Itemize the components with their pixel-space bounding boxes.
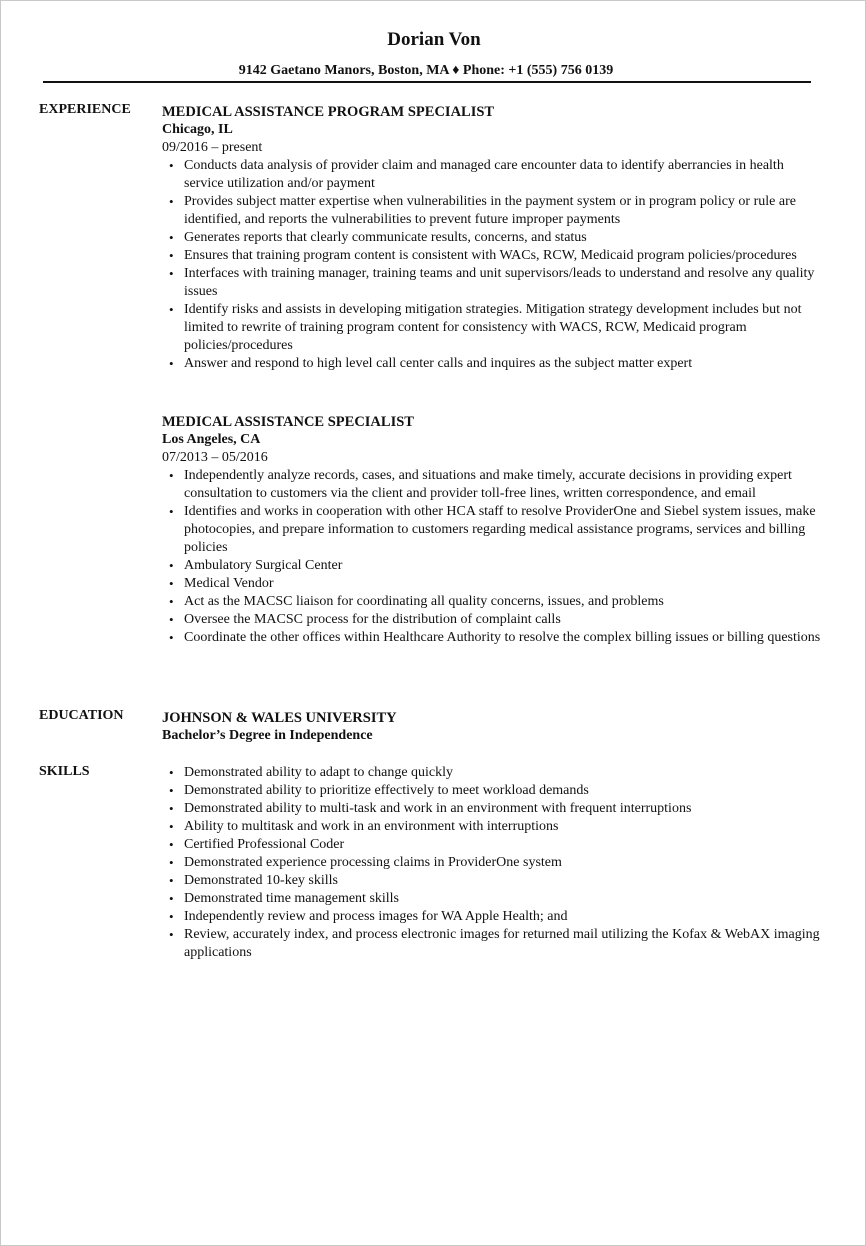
list-item: • Ensures that training program content is consistent with WACs, RCW, Medicaid program policies/procedures [162, 247, 822, 265]
list-item: • Demonstrated time management skills [162, 890, 822, 908]
candidate-name: Dorian Von [387, 29, 481, 50]
job-bullet-list [162, 157, 822, 373]
list-item: • Identifies and works in cooperation with other HCA staff to resolve ProviderOne and Siebel system issues, make photocopies, and prepare information to customers regarding medical assistance programs, services and billing policies [162, 503, 822, 557]
job-bullet-list [162, 467, 822, 647]
school-name: JOHNSON & WALES UNIVERSITY [162, 710, 397, 726]
experience-heading: EXPERIENCE [39, 102, 131, 117]
list-item: • Demonstrated 10-key skills [162, 872, 822, 890]
degree: Bachelor’s Degree in Independence [162, 728, 373, 743]
education-heading: EDUCATION [39, 708, 124, 723]
list-item: • Demonstrated ability to prioritize effectively to meet workload demands [162, 782, 822, 800]
skills-heading: SKILLS [39, 764, 90, 779]
job-entry [162, 103, 822, 373]
list-item: • Interfaces with training manager, training teams and unit supervisors/leads to understand and resolve any quality issues [162, 265, 822, 301]
list-item: • Ability to multitask and work in an environment with interruptions [162, 818, 822, 836]
education-entry [162, 709, 822, 745]
job-title: MEDICAL ASSISTANCE SPECIALIST [162, 414, 414, 430]
job-title: MEDICAL ASSISTANCE PROGRAM SPECIALIST [162, 104, 495, 120]
skills-list [162, 764, 822, 962]
job-location: Los Angeles, CA [162, 432, 261, 447]
list-item: • Certified Professional Coder [162, 836, 822, 854]
list-item: • Demonstrated experience processing claims in ProviderOne system [162, 854, 822, 872]
skills-entry [162, 764, 822, 962]
list-item: • Independently analyze records, cases, and situations and make timely, accurate decisions in providing expert consultation to customers via the client and provider toll-free lines, written correspondence, and email [162, 467, 822, 503]
job-dates: 07/2013 – 05/2016 [162, 450, 268, 465]
list-item: • Provides subject matter expertise when vulnerabilities in the payment system or in program policy or rule are identified, and reports the vulnerabilities to prevent future improper payments [162, 193, 822, 229]
list-item: • Ambulatory Surgical Center [162, 557, 822, 575]
list-item: • Demonstrated ability to multi-task and work in an environment with frequent interruptions [162, 800, 822, 818]
list-item: • Review, accurately index, and process electronic images for returned mail utilizing the Kofax & WebAX imaging applications [162, 926, 822, 962]
contact-line: 9142 Gaetano Manors, Boston, MA ♦ Phone: +1 (555) 756 0139 [238, 63, 614, 78]
header-divider [43, 81, 811, 83]
list-item: • Generates reports that clearly communicate results, concerns, and status [162, 229, 822, 247]
list-item: • Identify risks and assists in developing mitigation strategies. Mitigation strategy development includes but not limited to rewrite of training program content for consistency with WACS, RCW, Medicaid program policies/procedures [162, 301, 822, 355]
job-dates: 09/2016 – present [162, 140, 263, 155]
job-entry [162, 413, 822, 647]
list-item: • Oversee the MACSC process for the distribution of complaint calls [162, 611, 822, 629]
list-item: • Independently review and process images for WA Apple Health; and [162, 908, 822, 926]
list-item: • Act as the MACSC liaison for coordinating all quality concerns, issues, and problems [162, 593, 822, 611]
job-location: Chicago, IL [162, 122, 233, 137]
list-item: • Answer and respond to high level call center calls and inquires as the subject matter expert [162, 355, 822, 373]
list-item: • Conducts data analysis of provider claim and managed care encounter data to identify aberrancies in health service utilization and/or payment [162, 157, 822, 193]
list-item: • Coordinate the other offices within Healthcare Authority to resolve the complex billing issues or billing questions [162, 629, 822, 647]
list-item: • Medical Vendor [162, 575, 822, 593]
list-item: • Demonstrated ability to adapt to change quickly [162, 764, 822, 782]
